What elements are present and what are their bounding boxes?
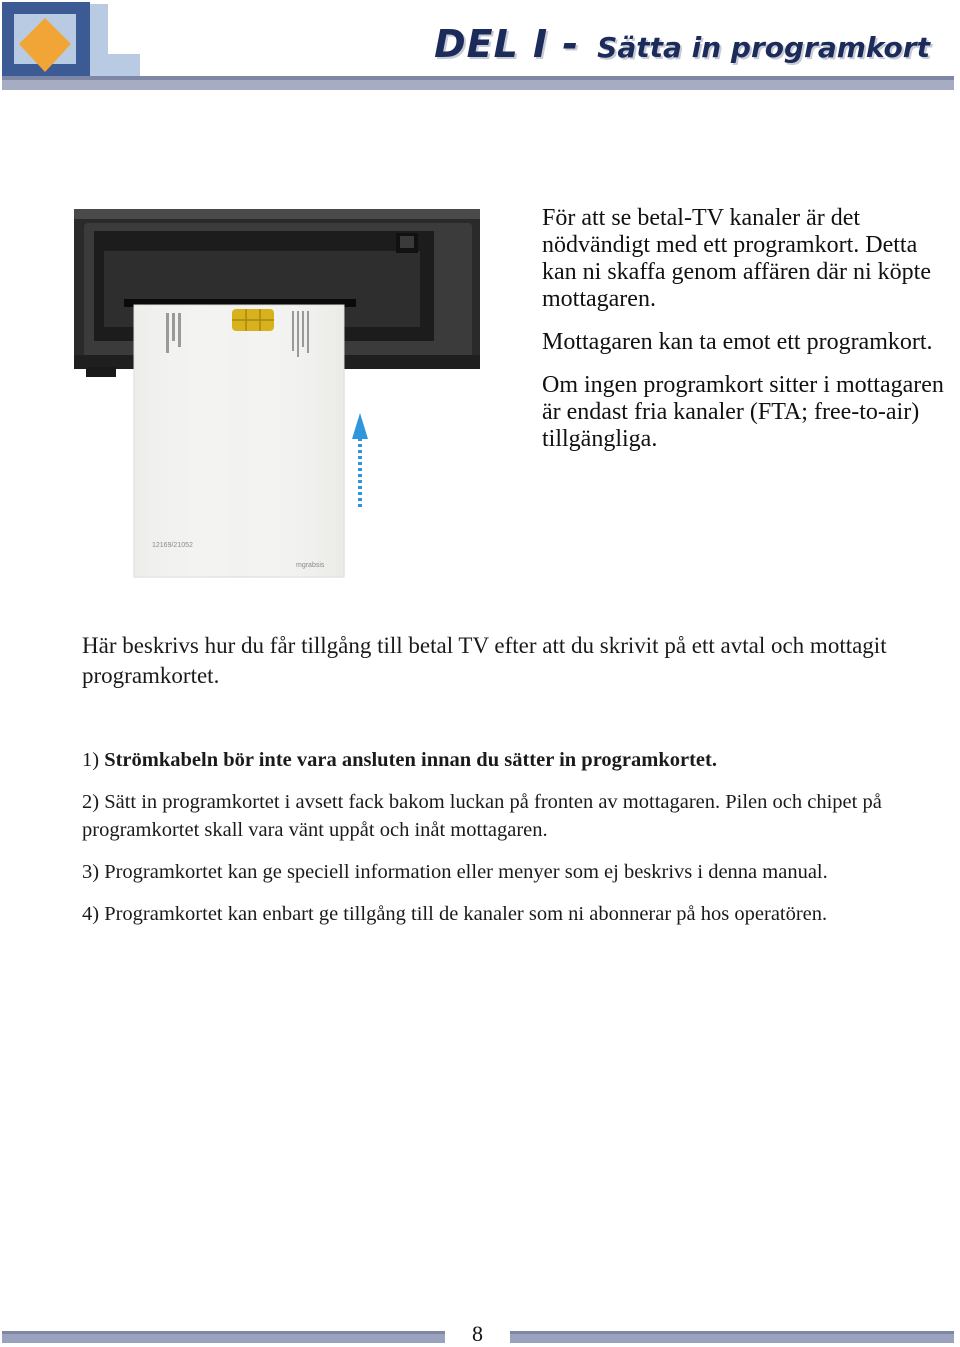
side-description <box>542 205 952 453</box>
step-item <box>82 858 960 886</box>
receiver-illustration <box>70 205 482 585</box>
step-text: Programkortet kan ge speciell information eller menyer som ej beskrivs i denna manual. <box>104 861 828 883</box>
step-text: Sätt in programkortet i avsett fack bakom luckan på fronten av mottagaren. Pilen och chipet på programkortet skall vara vänt uppåt och inåt mottagaren. <box>82 791 882 841</box>
step-number: 4) <box>82 903 100 925</box>
step-text: Programkortet kan enbart ge tillgång till de kanaler som ni abonnerar på hos operatören. <box>104 903 828 925</box>
intro-paragraph: Här beskrivs hur du får tillgång till betal TV efter att du skrivit på ett avtal och mottagit programkortet. <box>82 633 887 688</box>
insert-direction-arrow-icon <box>352 413 368 507</box>
step-item <box>82 746 960 774</box>
header-band <box>2 76 954 90</box>
step-number: 1) <box>82 749 100 771</box>
step-number: 3) <box>82 861 100 883</box>
footer-band-left <box>2 1331 445 1343</box>
side-paragraph-2: Mottagaren kan ta emot ett programkort. <box>542 329 933 355</box>
page-title <box>434 22 930 66</box>
footer-band-right <box>510 1331 954 1343</box>
card-serial: 12169/21052 <box>152 542 193 549</box>
side-paragraph-1: För att se betal-TV kanaler är det nödvändigt med ett programkort. Detta kan ni skaffa genom affären där ni köpte mottagaren. <box>542 205 931 312</box>
step-text: Strömkabeln bör inte vara ansluten innan du sätter in programkortet. <box>104 749 717 771</box>
card-insertion-illustration <box>70 205 482 585</box>
section-title: Sätta in programkort <box>597 31 930 64</box>
section-part: DEL I - <box>434 22 580 66</box>
step-item <box>82 900 960 928</box>
step-number: 2) <box>82 791 100 813</box>
card-maker: mgrabsis <box>296 562 325 569</box>
side-paragraph-3: Om ingen programkort sitter i mottagaren är endast fria kanaler (FTA; free-to-air) tillgängliga. <box>542 372 944 452</box>
step-item <box>82 788 960 844</box>
steps-list <box>82 746 960 942</box>
page-number: 8 <box>472 1321 483 1346</box>
